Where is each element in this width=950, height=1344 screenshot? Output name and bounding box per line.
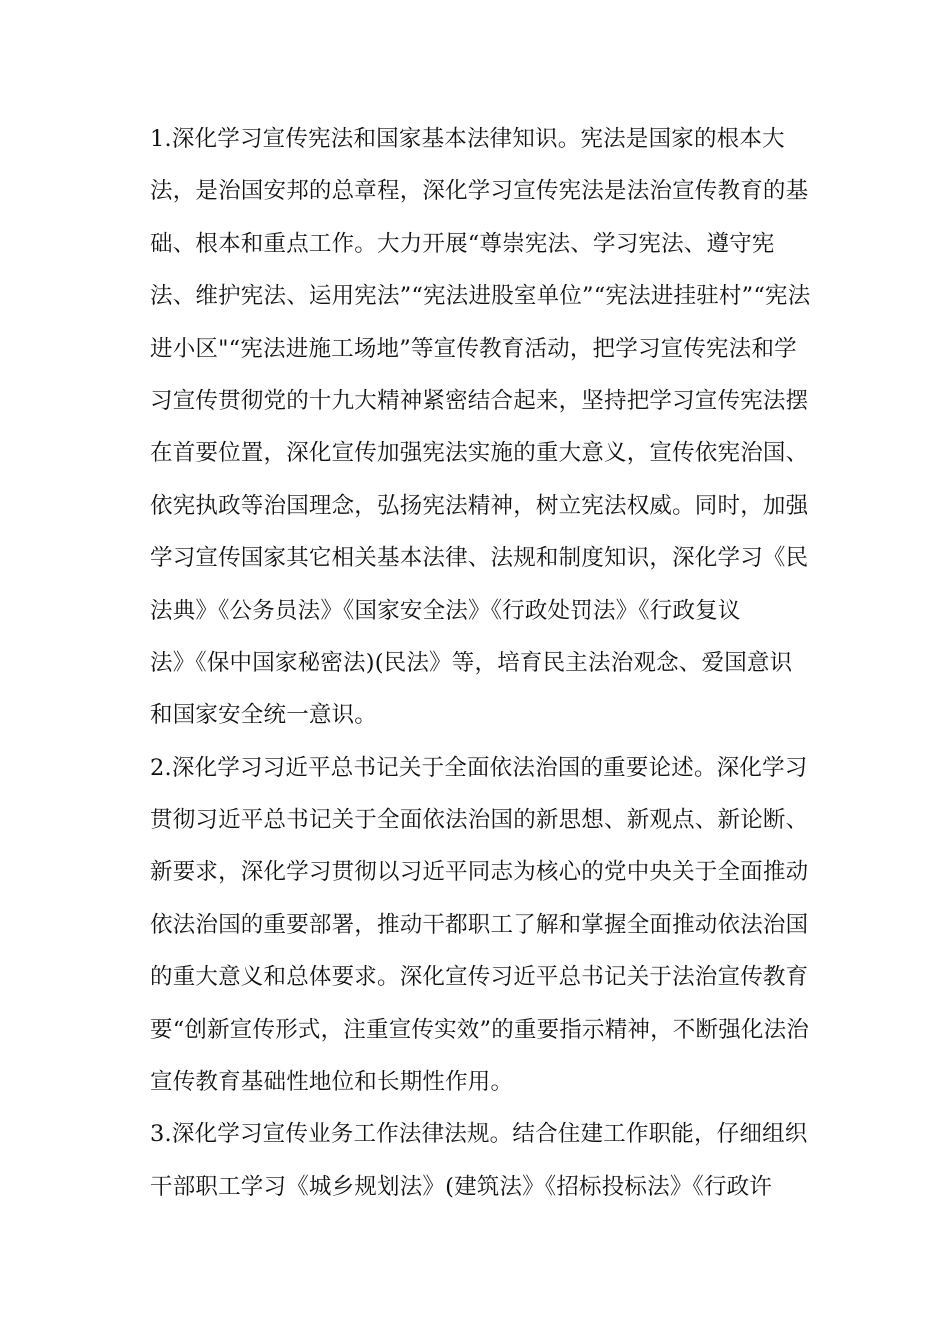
paragraph-2 (150, 742, 810, 1109)
text-line: 贯彻习近平总书记关于全面依法治国的新思想、新观点、新论断、 (150, 807, 809, 834)
text-line: 学习宣传国家其它相关基本法律、法规和制度知识，深化学习《民 (150, 545, 809, 572)
text-line: 在首要位置，深化宣传加强宪法实施的重大意义，宣传依宪治国、 (150, 440, 809, 467)
text-line: 1.深化学习宣传宪法和国家基本法律知识。宪法是国家的根本大 (150, 126, 785, 152)
text-line: 和国家安全统一意识。 (150, 702, 378, 729)
text-line: 的重大意义和总体要求。深化宣传习近平总书记关于法治宣传教育 (150, 964, 809, 991)
text-line: 依法治国的重要部署，推动干都职工了解和掌握全面推动依法治国 (150, 911, 809, 938)
text-line: 2.深化学习习近平总书记关于全面依法治国的重要论述。深化学习 (150, 754, 808, 781)
text-line: 法，是治国安邦的总章程，深化学习宣传宪法是法治宣传教育的基 (150, 178, 809, 205)
text-line: 干部职工学习《城乡规划法》(建筑法》《招标投标法》《行政许 (150, 1173, 773, 1200)
text-line: 宣传教育基础性地位和长期性作用。 (150, 1069, 514, 1096)
text-line: 法》《保中国家秘密法)(民法》等，培育民主法治观念、爱国意识 (150, 649, 793, 676)
text-line: 要“创新宣传形式，注重宣传实效”的重要指示精神，不断强化法治 (150, 1016, 810, 1043)
text-line: 新要求，深化学习贯彻以习近平同志为核心的党中央关于全面推动 (150, 859, 809, 886)
text-line: 法典》《公务员法》《国家安全法》《行政处罚法》《行政复议 (150, 597, 741, 624)
text-line: 进小区"“宪法进施工场地”等宣传教育活动，把学习宣传宪法和学 (150, 335, 797, 362)
text-line: 依宪执政等治国理念，弘扬宪法精神，树立宪法权威。同时，加强 (150, 492, 809, 519)
paragraph-3 (150, 1108, 808, 1213)
text-line: 础、根本和重点工作。大力开展“尊崇宪法、学习宪法、遵守宪 (150, 230, 775, 257)
text-line: 习宣传贯彻党的十九大精神紧密结合起来，坚持把学习宣传宪法摆 (150, 387, 809, 414)
text-line: 法、维护宪法、运用宪法”“宪法进股室单位”“宪法进挂驻村”“宪法 (150, 283, 811, 310)
text-line: 3.深化学习宣传业务工作法律法规。结合住建工作职能，仔细组织 (150, 1121, 808, 1148)
document-page (150, 113, 811, 1213)
paragraph-1 (150, 113, 811, 742)
